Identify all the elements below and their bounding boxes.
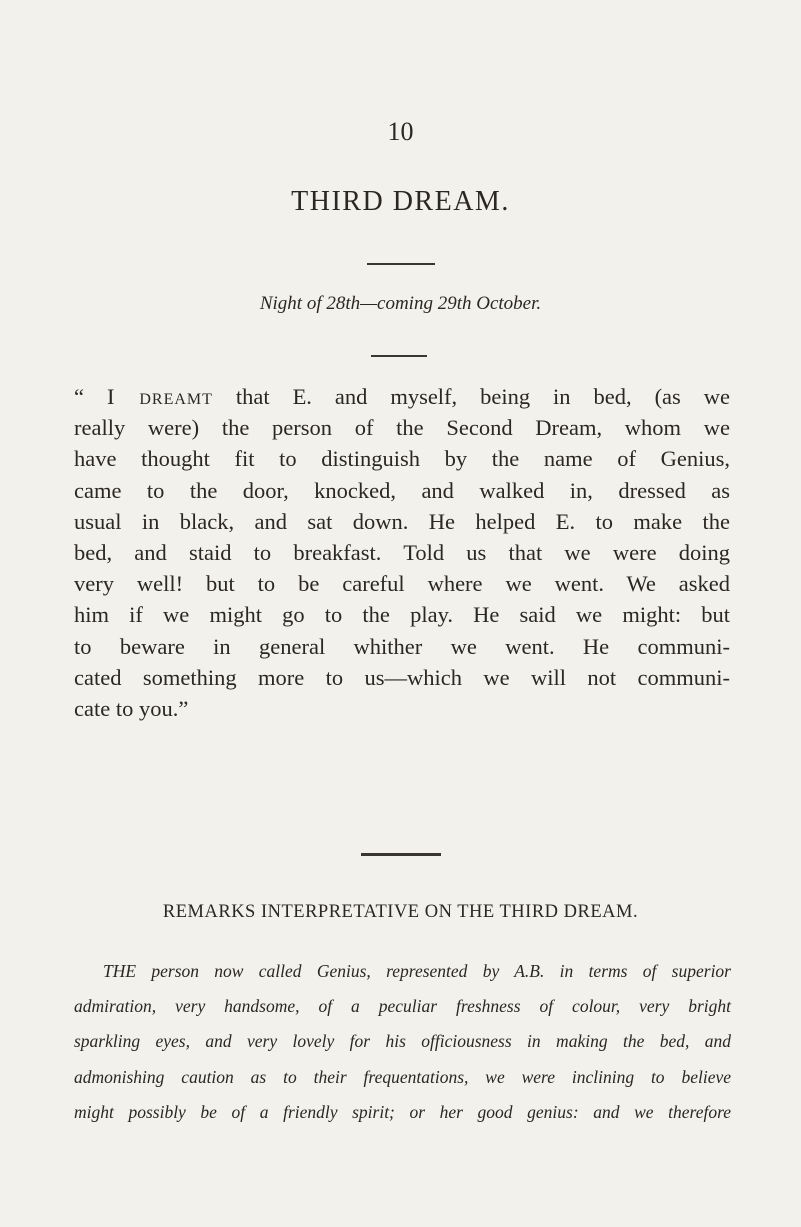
remarks-heading: REMARKS INTERPRETATIVE ON THE THIRD DREAM. xyxy=(162,902,639,922)
text-line: usual in black, and sat down. He helped E. to make the xyxy=(74,508,730,534)
dream-narrative xyxy=(74,381,730,724)
open-quote: “ xyxy=(74,384,107,409)
page-number: 10 xyxy=(387,117,414,146)
text-line: sparkling eyes, and very lovely for his officiousness in making the bed, and xyxy=(74,1031,731,1052)
text-line: might possibly be of a friendly spirit; or her good genius: and we therefore xyxy=(74,1101,731,1122)
remarks-body xyxy=(74,954,731,1130)
text-line: came to the door, knocked, and walked in, dressed as xyxy=(74,477,730,503)
chapter-title: THIRD DREAM. xyxy=(291,186,510,217)
divider-rule xyxy=(371,355,427,357)
text-line: THE person now called Genius, represented by A.B. in terms of superior xyxy=(103,961,731,981)
text-line: admiration, very handsome, of a peculiar freshness of colour, very bright xyxy=(74,996,731,1017)
text-line xyxy=(74,381,730,412)
chapter-subtitle: Night of 28th—coming 29th October. xyxy=(259,293,542,314)
text-line: to beware in general whither we went. He communi- xyxy=(74,633,730,659)
text-line: admonishing caution as to their frequentations, we were inclining to believe xyxy=(74,1066,731,1087)
text-line: cated something more to us—which we will not communi- xyxy=(74,664,730,690)
text-line: him if we might go to the play. He said we might: but xyxy=(74,602,730,628)
text-line: cate to you.” xyxy=(74,696,189,722)
text-line: really were) the person of the Second Dream, whom we xyxy=(74,415,730,441)
section-divider xyxy=(361,853,441,856)
text-line: have thought fit to distinguish by the name of Genius, xyxy=(74,446,730,472)
drop-word: I dreamt xyxy=(106,384,213,409)
divider-rule xyxy=(367,263,435,265)
line-text: that E. and myself, being in bed, (as we xyxy=(212,384,730,409)
text-line: bed, and staid to breakfast. Told us that we were doing xyxy=(74,540,730,566)
text-line: very well! but to be careful where we went. We asked xyxy=(74,571,730,597)
